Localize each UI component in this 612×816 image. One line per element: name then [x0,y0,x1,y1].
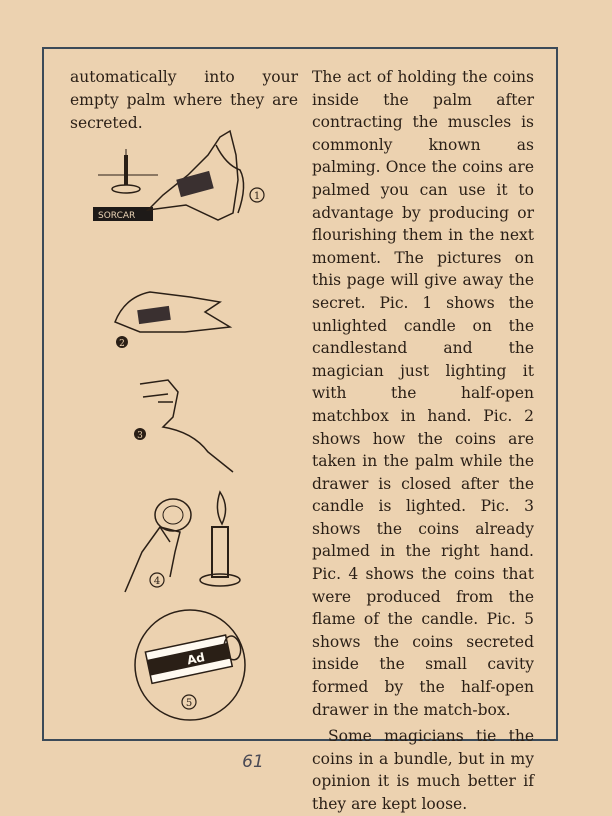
illustration-pic-4 [120,482,250,597]
sorcar-label: SORCAR [98,211,136,221]
right-column [312,66,534,816]
left-column-text: automatically into your empty palm where they are secreted. [70,68,298,132]
body-paragraph-1: The act of holding the coins inside the palm after contracting the muscles is commonly known as palming. Once the coins are palmed you can use it to advantage by producing or flourishing them in the next moment. The pictures on this page will give away the secret. Pic. 1 shows the unlighted candle on the candlestand and the magician just lighting it with the half-open matchbox in hand. Pic. 2 shows how the coins are taken in the palm while the drawer is closed after the candle is lighted. Pic. 3 shows the coins already palmed in the right hand. Pic. 4 shows the coins that were produced from the flame of the candle. Pic. 5 shows the coins secreted inside the small cavity formed by the half-open drawer in the match-box. [312,68,534,719]
svg-text:1: 1 [253,191,261,202]
svg-text:5: 5 [185,698,193,709]
page-number: 61 [242,752,264,772]
producing-hand-icon [125,527,180,592]
candle-stand-icon [98,149,158,193]
svg-text:4: 4 [153,576,161,587]
illustration-pic-3 [128,372,243,482]
produced-coin [155,499,191,531]
matchbox-with-coins-icon [145,633,244,684]
svg-text:Ad: Ad [185,650,207,668]
svg-text:3: 3 [137,431,143,441]
candle-icon [212,527,228,577]
raised-hand-icon [140,380,233,472]
candle-flame-icon [217,492,225,524]
svg-text:2: 2 [119,339,125,349]
illustration-pic-2 [110,282,240,352]
palming-hand-icon [115,292,230,332]
matchbox-icon [176,171,214,197]
illustration-pic-5 [130,605,250,725]
coins-in-hand [137,306,171,324]
body-paragraph-2: Some magicians tie the coins in a bundle, but in my opinion it is much better if they are kept loose. [312,727,534,813]
illustration-pic-1 [88,125,273,235]
